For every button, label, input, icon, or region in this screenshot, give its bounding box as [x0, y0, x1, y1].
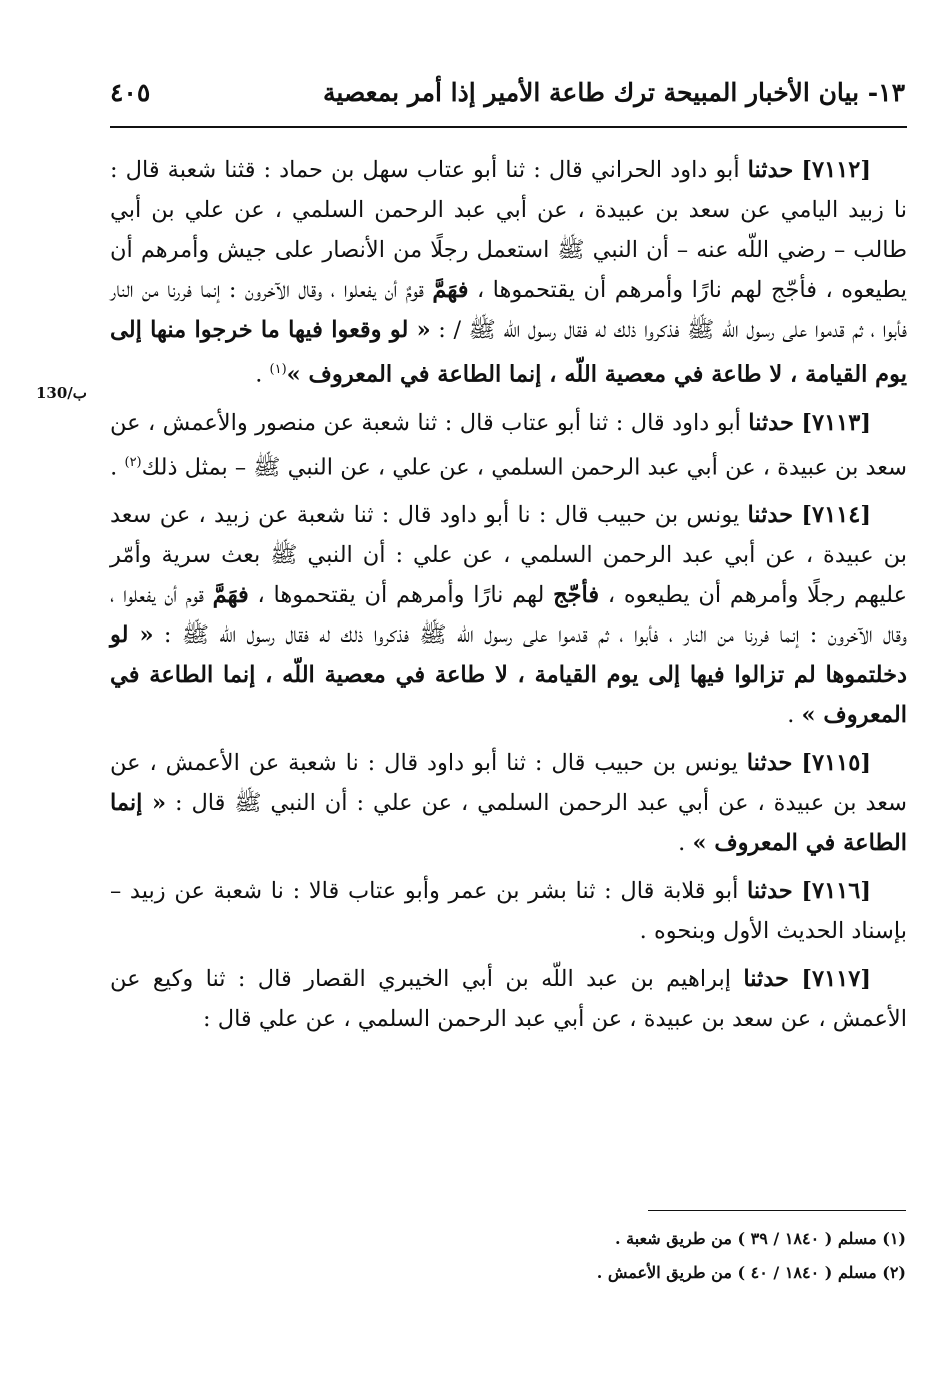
page-number: ٤٠٥	[110, 78, 151, 107]
hadith-text-continued: لهم نارًا وأمرهم أن يقتحموها ،	[248, 582, 554, 608]
hadith-ending: .	[678, 830, 693, 856]
hadith-text: أبو داود الحراني قال : ثنا أبو عتاب سهل بن حماد : قثنا شعبة قال : نا زبيد اليامي عن سعد بن عبيدة ، عن أبي عبد الرحمن السلمي ، عن علي بن أبي طالب – رضي اللّه عنه – أن النبي ﷺ استعمل رجلًا من الأنصار على جيش وأمرهم أن يطيعوه ، فأجّج لهم نارًا وأمرهم أن يقتحموها ،	[110, 157, 907, 303]
narration-keyword: حدثنا	[746, 750, 793, 776]
prophetic-quote: « لو وقعوا فيها ما خرجوا منها إلى يوم القيامة ، لا طاعة في معصية اللّه ، إنما الطاعة في المعروف »	[110, 317, 907, 388]
hadith-7115	[110, 743, 907, 863]
hadith-text: أبو داود قال : ثنا أبو عتاب قال : ثنا شعبة عن منصور والأعمش ، عن سعد بن عبيدة ، عن أبي عبد الرحمن السلمي ، عن علي ، عن النبي ﷺ – بمثل ذلك	[110, 409, 907, 480]
footnote-marker: (٢)	[124, 454, 142, 470]
footnote-divider	[648, 1210, 906, 1211]
narration-keyword: حدثنا	[747, 878, 793, 904]
hadith-bold-word: فأجّج	[553, 582, 600, 608]
hadith-7112	[110, 150, 907, 395]
hadith-number: [٧١١٦]	[801, 878, 872, 904]
hadith-text: يونس بن حبيب قال : نا أبو داود قال : ثنا شعبة عن زبيد ، عن سعد بن عبيدة ، عن أبي عبد الرحمن السلمي ، عن علي : أن النبي ﷺ بعث سرية وأمّر عليهم رجلًا وأمرهم أن يطيعوه ،	[110, 502, 907, 608]
narration-keyword: حدثنا	[747, 502, 794, 528]
narration-keyword: حدثنا	[743, 966, 789, 992]
hadith-number: [٧١١٣]	[801, 409, 871, 436]
footnote-2: (٢) مسلم ( ١٨٤٠ / ٤٠ ) من طريق الأعمش .	[596, 1263, 906, 1282]
footnotes	[420, 1222, 906, 1290]
hadith-ending: .	[787, 702, 802, 728]
hadith-ending: .	[255, 361, 270, 388]
narration-keyword: حدثنا	[748, 409, 794, 436]
hadith-text-continued: قوم أن يفعلوا ، وقال الآخرون : إنما فررنا من النار ، فأبوا ، ثم قدموا على رسول اللّه ﷺ فذكروا ذلك له فقال رسول اللّه ﷺ :	[110, 582, 907, 648]
hadith-7113	[110, 403, 907, 488]
hadith-7114	[110, 495, 907, 735]
hadith-bold-word: فهَمَّ	[432, 277, 469, 303]
hadith-text-continued: قومٌ أن يفعلوا ، وقال الآخرون : إنما فررنا من النار فأبوا ، ثم قدموا على رسول اللّه ﷺ فذكروا ذلك له فقال رسول اللّه ﷺ / :	[110, 277, 907, 343]
prophetic-quote: « لو دخلتموها لم تزالوا فيها إلى يوم القيامة ، لا طاعة في معصية اللّه ، إنما الطاعة في المعروف »	[110, 622, 907, 728]
footnote-1: (١) مسلم ( ١٨٤٠ / ٣٩ ) من طريق شعبة .	[615, 1229, 906, 1248]
page-header	[110, 78, 905, 118]
hadith-text: أبو قلابة قال : ثنا بشر بن عمر وأبو عتاب قالا : نا شعبة عن زبيد – بإسناد الحديث الأول وبنحوه .	[110, 878, 907, 944]
narration-keyword: حدثنا	[747, 157, 794, 183]
prophetic-quote: « إنما الطاعة في المعروف »	[110, 790, 907, 856]
main-text	[110, 150, 907, 1047]
footnote-marker: (١)	[269, 362, 287, 377]
hadith-7116	[110, 871, 907, 951]
hadith-text: يونس بن حبيب قال : ثنا أبو داود قال : نا شعبة عن الأعمش ، عن سعد بن عبيدة ، عن أبي عبد الرحمن السلمي ، عن علي : أن النبي ﷺ قال :	[110, 750, 907, 816]
hadith-number: [٧١١٧]	[801, 966, 871, 992]
hadith-bold-word: فهَمَّ	[212, 582, 249, 608]
hadith-ending: .	[110, 454, 125, 480]
hadith-text: إبراهيم بن عبد اللّه بن أبي الخيبري القصار قال : ثنا وكيع عن الأعمش ، عن سعد بن عبيدة ، عن أبي عبد الرحمن السلمي ، عن علي قال :	[110, 966, 907, 1032]
hadith-number: [٧١١٥]	[801, 750, 871, 776]
chapter-title: ١٣- بيان الأخبار المبيحة ترك طاعة الأمير إذا أمر بمعصية	[323, 78, 905, 107]
hadith-number: [٧١١٢]	[801, 157, 871, 183]
header-divider	[110, 126, 907, 128]
manuscript-folio-note: 130/ب	[36, 384, 87, 402]
hadith-number: [٧١١٤]	[801, 502, 871, 528]
hadith-7117	[110, 959, 907, 1039]
